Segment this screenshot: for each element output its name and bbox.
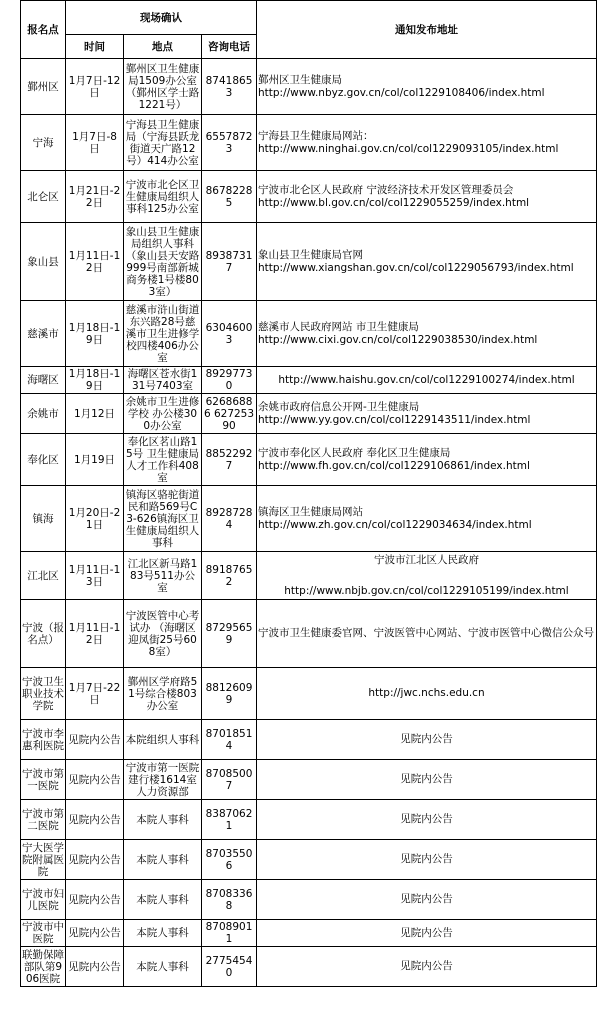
cell-phone: 62686886 62725390 xyxy=(202,394,257,434)
cell-site: 宁海 xyxy=(21,115,66,171)
cell-notice xyxy=(257,552,597,600)
cell-time: 1月11日-12日 xyxy=(66,223,124,301)
table-row xyxy=(21,947,597,987)
cell-time: 见院内公告 xyxy=(66,880,124,920)
cell-phone: 65578723 xyxy=(202,115,257,171)
header-site: 报名点 xyxy=(21,1,66,59)
table-row xyxy=(21,171,597,223)
table-row xyxy=(21,394,597,434)
cell-phone: 88522927 xyxy=(202,434,257,486)
header-notice-address: 通知发布地址 xyxy=(257,1,597,59)
cell-time: 1月18日-19日 xyxy=(66,367,124,394)
cell-site: 宁波市李惠利医院 xyxy=(21,720,66,760)
table-row xyxy=(21,720,597,760)
cell-notice xyxy=(257,115,597,171)
cell-notice xyxy=(257,600,597,668)
cell-time: 见院内公告 xyxy=(66,920,124,947)
cell-place: 本院人事科 xyxy=(124,800,202,840)
table-row xyxy=(21,600,597,668)
cell-site: 宁大医学院附属医院 xyxy=(22,841,64,878)
cell-phone: 87018514 xyxy=(202,720,257,760)
cell-place: 宁海县卫生健康局（宁海县跃龙街道天广路12号）414办公室 xyxy=(124,115,202,171)
cell-site: 宁波市第二医院 xyxy=(21,800,66,840)
notice-text: 见院内公告 xyxy=(400,773,453,785)
cell-phone: 86782285 xyxy=(202,171,257,223)
notice-text: 见院内公告 xyxy=(400,813,453,825)
table-row xyxy=(21,760,597,800)
cell-phone: 88126099 xyxy=(202,668,257,720)
table-row xyxy=(21,223,597,301)
notice-text: 宁波市卫生健康委官网、宁波医管中心网站、宁波市医管中心微信公众号 xyxy=(258,627,594,639)
cell-time: 1月11日-12日 xyxy=(66,600,124,668)
cell-notice xyxy=(257,486,597,552)
cell-time: 1月7日-12日 xyxy=(66,59,124,115)
notice-text: http://www.xiangshan.gov.cn/col/col1229056793/index.html xyxy=(258,261,574,274)
notice-title: 宁波市江北区人民政府 xyxy=(374,553,479,566)
cell-site: 宁波市中医院 xyxy=(22,921,64,945)
cell-site: 联勤保障部队第906医院 xyxy=(22,948,64,985)
cell-time: 1月18日-19日 xyxy=(66,301,124,367)
cell-notice xyxy=(257,668,597,720)
notice-title: 鄞州区卫生健康局 xyxy=(258,73,342,86)
cell-place: 本院人事科 xyxy=(124,840,202,880)
cell-notice xyxy=(257,434,597,486)
registration-table-container xyxy=(20,0,597,987)
table-row xyxy=(21,486,597,552)
table-row xyxy=(21,880,597,920)
cell-phone: 87295659 xyxy=(202,600,257,668)
table-row xyxy=(21,552,597,600)
cell-time: 见院内公告 xyxy=(66,760,124,800)
cell-phone: 83870621 xyxy=(202,800,257,840)
cell-place: 宁波医管中心考试办 （海曙区迎凤街25号608室） xyxy=(124,600,202,668)
cell-place: 余姚市卫生进修学校 办公楼300办公室 xyxy=(124,394,202,434)
cell-site: 慈溪市 xyxy=(21,301,66,367)
cell-time: 见院内公告 xyxy=(66,947,124,987)
header-phone: 咨询电话 xyxy=(202,35,257,59)
cell-notice xyxy=(257,301,597,367)
cell-notice xyxy=(257,880,597,920)
notice-title: 宁海县卫生健康局网站： xyxy=(258,129,374,142)
cell-place: 本院人事科 xyxy=(124,947,202,987)
notice-text: 见院内公告 xyxy=(400,853,453,865)
notice-text: 见院内公告 xyxy=(400,893,453,905)
notice-title: 象山县卫生健康局官网 xyxy=(258,248,363,261)
table-row xyxy=(21,115,597,171)
cell-place: 本院人事科 xyxy=(124,920,202,947)
table-row xyxy=(21,840,597,880)
table-row xyxy=(21,434,597,486)
cell-site: 北仑区 xyxy=(21,171,66,223)
notice-text: 见院内公告 xyxy=(400,733,453,745)
notice-title: 宁波市北仑区人民政府 宁波经济技术开发区管理委员会 xyxy=(258,183,514,196)
table-row xyxy=(21,367,597,394)
cell-site: 宁波市第一医院 xyxy=(21,760,66,800)
cell-site: 象山县 xyxy=(21,223,66,301)
table-row xyxy=(21,668,597,720)
cell-time: 见院内公告 xyxy=(66,840,124,880)
cell-notice xyxy=(257,171,597,223)
cell-phone: 63046003 xyxy=(202,301,257,367)
cell-time: 见院内公告 xyxy=(66,800,124,840)
table-row xyxy=(21,800,597,840)
cell-phone: 87085007 xyxy=(202,760,257,800)
cell-notice xyxy=(257,760,597,800)
cell-place: 象山县卫生健康局组织人事科（象山县天安路999号南部新城商务楼1号楼803室） xyxy=(124,223,202,301)
cell-time: 1月11日-13日 xyxy=(66,552,124,600)
cell-time: 1月7日-22日 xyxy=(66,668,124,720)
cell-place: 镇海区骆驼街道民和路569号C3-626镇海区卫生健康局组织人事科 xyxy=(124,486,202,552)
cell-site: 宁波市妇儿医院 xyxy=(21,880,66,920)
notice-text: http://www.zh.gov.cn/col/col1229034634/index.html xyxy=(258,518,532,531)
notice-title: 镇海区卫生健康局网站 xyxy=(258,505,363,518)
cell-phone: 27754540 xyxy=(202,947,257,987)
cell-notice xyxy=(257,367,597,394)
notice-text: http://www.nbjb.gov.cn/col/col1229105199/index.html xyxy=(284,584,569,597)
cell-site: 镇海 xyxy=(21,486,66,552)
cell-phone: 87418653 xyxy=(202,59,257,115)
cell-notice xyxy=(257,920,597,947)
notice-text: http://www.haishu.gov.cn/col/col1229100274/index.html xyxy=(278,373,575,386)
cell-time: 1月19日 xyxy=(66,434,124,486)
notice-text: http://www.yy.gov.cn/col/col1229143511/index.html xyxy=(258,413,531,426)
cell-site: 鄞州区 xyxy=(21,59,66,115)
cell-place: 鄞州区卫生健康局1509办公室（鄞州区学士路1221号） xyxy=(124,59,202,115)
cell-notice xyxy=(257,59,597,115)
header-onsite-confirmation: 现场确认 xyxy=(66,1,257,35)
registration-table xyxy=(20,0,597,987)
cell-place: 江北区新马路183号511办公室 xyxy=(124,552,202,600)
cell-phone: 87083368 xyxy=(202,880,257,920)
cell-notice xyxy=(257,947,597,987)
cell-site: 奉化区 xyxy=(21,434,66,486)
cell-phone: 89287284 xyxy=(202,486,257,552)
cell-time: 1月7日-8日 xyxy=(66,115,124,171)
notice-text: http://www.bl.gov.cn/col/col1229055259/index.html xyxy=(258,196,530,209)
table-row xyxy=(21,59,597,115)
notice-text: http://www.fh.gov.cn/col/col1229106861/index.html xyxy=(258,459,530,472)
cell-site: 宁波卫生职业技术学院 xyxy=(21,668,66,720)
cell-phone: 89187652 xyxy=(202,552,257,600)
cell-phone: 89387317 xyxy=(202,223,257,301)
header-place: 地点 xyxy=(124,35,202,59)
cell-phone: 89297730 xyxy=(202,367,257,394)
cell-notice xyxy=(257,720,597,760)
cell-place: 鄞州区学府路51号综合楼803办公室 xyxy=(124,668,202,720)
cell-place: 慈溪市浒山街道东兴路28号慈溪市卫生进修学校四楼406办公室 xyxy=(124,301,202,367)
cell-phone: 87089011 xyxy=(202,920,257,947)
cell-time: 1月12日 xyxy=(66,394,124,434)
notice-title: 慈溪市人民政府网站 市卫生健康局 xyxy=(258,320,419,333)
notice-title: 宁波市奉化区人民政府 奉化区卫生健康局 xyxy=(258,446,451,459)
cell-notice xyxy=(257,840,597,880)
notice-text: 见院内公告 xyxy=(400,960,453,972)
cell-site: 江北区 xyxy=(21,552,66,600)
cell-time: 见院内公告 xyxy=(66,720,124,760)
registration-table-body xyxy=(21,59,597,987)
cell-place: 本院组织人事科 xyxy=(124,720,202,760)
cell-place: 奉化区茗山路15号 卫生健康局人才工作科408室 xyxy=(124,434,202,486)
cell-place: 本院人事科 xyxy=(124,880,202,920)
notice-text: http://jwc.nchs.edu.cn xyxy=(368,687,485,699)
cell-place: 宁波市第一医院建行楼1614室人力资源部 xyxy=(124,760,202,800)
table-row xyxy=(21,301,597,367)
cell-time: 1月20日-21日 xyxy=(66,486,124,552)
notice-text: http://www.nbyz.gov.cn/col/col1229108406/index.html xyxy=(258,86,545,99)
header-time: 时间 xyxy=(66,35,124,59)
notice-text: 见院内公告 xyxy=(400,926,453,939)
cell-notice xyxy=(257,800,597,840)
notice-text: http://www.cixi.gov.cn/col/col1229038530/index.html xyxy=(258,333,538,346)
cell-site: 余姚市 xyxy=(21,394,66,434)
cell-time: 1月21日-22日 xyxy=(66,171,124,223)
cell-site: 海曙区 xyxy=(21,367,66,394)
notice-title: 余姚市政府信息公开网-卫生健康局 xyxy=(258,400,420,413)
cell-place: 宁波市北仑区卫生健康局组织人事科125办公室 xyxy=(124,171,202,223)
cell-place: 海曙区苍水街131号7403室 xyxy=(124,367,202,394)
table-row xyxy=(21,920,597,947)
cell-notice xyxy=(257,223,597,301)
cell-site: 宁波（报名点） xyxy=(21,600,66,668)
notice-text: http://www.ninghai.gov.cn/col/col1229093105/index.html xyxy=(258,142,559,155)
cell-notice xyxy=(257,394,597,434)
cell-phone: 87035506 xyxy=(202,840,257,880)
